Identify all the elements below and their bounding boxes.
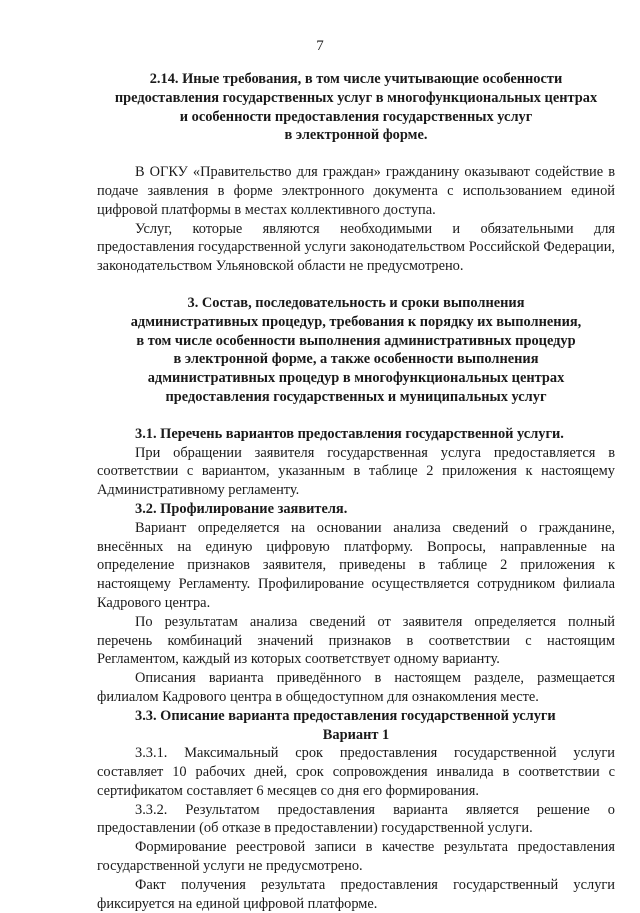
heading-line: 3. Состав, последовательность и сроки выполнения xyxy=(187,294,525,311)
heading-line: в том числе особенности выполнения административных процедур xyxy=(136,332,576,349)
section-2-14-paragraph-2: Услуг, которые являются необходимыми и обязательными для предоставления государственной услуги законодательством Российской Федерации, законодательством Ульяновской области не предусмотрено. xyxy=(97,220,615,275)
section-2-14-paragraph-1: В ОГКУ «Правительство для граждан» гражданину оказывают содействие в подаче заявления в форме электронного документа с использованием единой цифровой платформы в местах коллективного доступа. xyxy=(97,164,615,218)
heading-line: 2.14. Иные требования, в том числе учитывающие особенности xyxy=(149,71,563,87)
heading-line: и особенности предоставления государственных услуг xyxy=(179,108,533,125)
section-3-3-paragraph-4: Факт получения результата предоставления государственный услуги фиксируется на единой цифровой платформе. xyxy=(97,876,615,912)
heading-line: в электронной форме, а также особенности выполнения xyxy=(173,351,539,368)
section-3-2-paragraph-2: По результатам анализа сведений от заявителя определяется полный перечень комбинаций значений признаков в соответствии с настоящим Регламентом, каждый из которых соответствует одному варианту. xyxy=(97,613,615,668)
section-2-14-heading xyxy=(97,70,615,145)
page-number: 7 xyxy=(316,38,324,54)
section-3-2-paragraph-1: Вариант определяется на основании анализа сведений о гражданине, внесённых на единую цифровую платформу. Вопросы, направленные на определение признаков заявителя, приведены в таблице 2 приложения к настоящему Регламенту. Профилирование осуществляется сотрудником филиала Кадрового центра. xyxy=(97,519,615,611)
section-3-heading xyxy=(97,294,615,407)
heading-line: в электронной форме. xyxy=(284,127,428,144)
heading-line: административных процедур в многофункциональных центрах xyxy=(147,370,565,387)
section-3-2-heading: 3.2. Профилирование заявителя. xyxy=(135,500,348,517)
document-body xyxy=(97,70,615,913)
heading-line: административных процедур, требования к порядку их выполнения, xyxy=(130,313,582,330)
section-3-3-heading: 3.3. Описание варианта предоставления государственной услуги xyxy=(135,707,556,724)
section-3-2-paragraph-3: Описания варианта приведённого в настоящем разделе, размещается филиалом Кадрового центра в общедоступном для ознакомления месте. xyxy=(97,670,615,705)
section-3-3-paragraph-3: Формирование реестровой записи в качестве результата предоставления государственной услуги не предусмотрено. xyxy=(97,839,615,875)
section-3-1-heading: 3.1. Перечень вариантов предоставления государственной услуги. xyxy=(135,425,564,442)
section-3-3-paragraph-1: 3.3.1. Максимальный срок предоставления государственной услуги составляет 10 рабочих дней, срок сопровождения инвалида в соответствии с сертификатом составляет 6 месяцев со дня его формирования. xyxy=(97,745,615,799)
heading-line: предоставления государственных услуг в многофункциональных центрах xyxy=(114,89,598,106)
heading-line: предоставления государственных и муниципальных услуг xyxy=(165,388,547,405)
variant-title: Вариант 1 xyxy=(322,726,390,743)
section-3-3-paragraph-2: 3.3.2. Результатом предоставления варианта является решение о предоставлении (об отказе в предоставлении) государственной услуги. xyxy=(97,801,615,837)
section-3-1-paragraph-1: При обращении заявителя государственная услуга предоставляется в соответствии с вариантом, указанным в таблице 2 приложения к настоящему Административному регламенту. xyxy=(97,444,615,499)
